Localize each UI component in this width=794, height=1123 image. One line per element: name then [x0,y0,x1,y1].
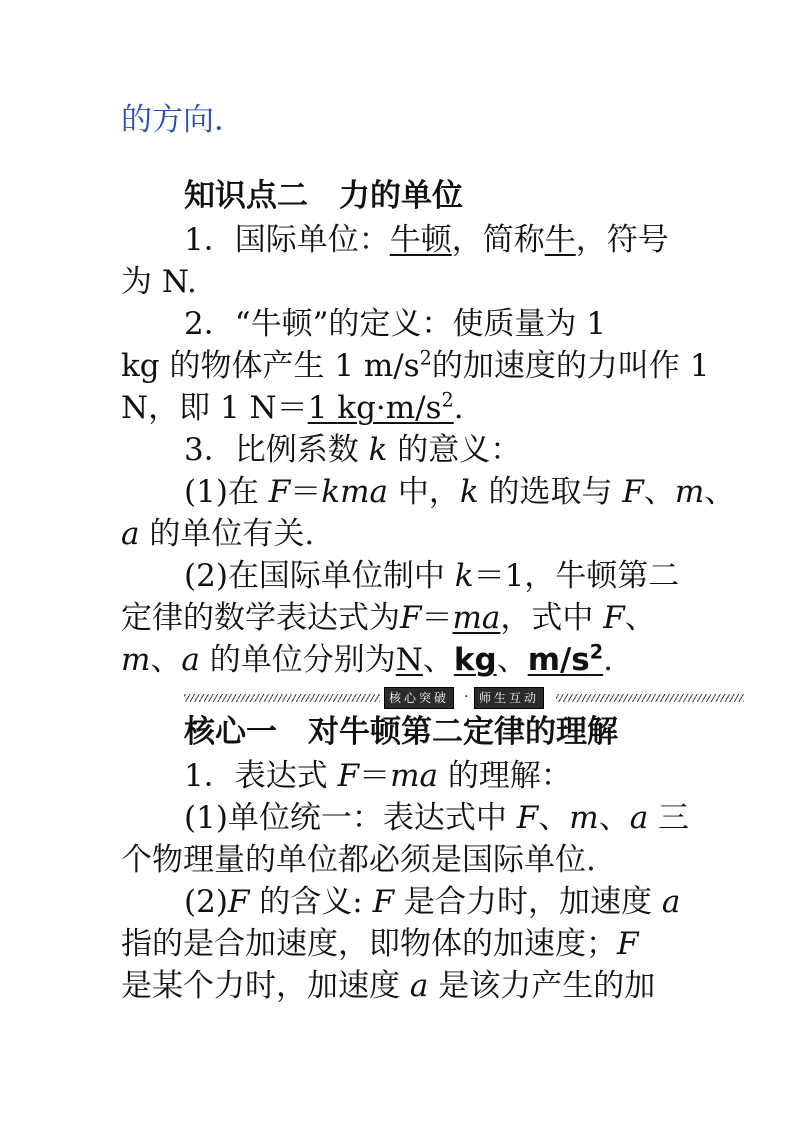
answer-ms2: $m/s^2$ [527,640,604,678]
core-item-1-2-line3: 是某个力时，加速度 a 是该力产生的加 [121,968,656,1004]
answer-niu: 牛 [544,222,576,258]
item-3-1-line2: a 的单位有关. [121,516,315,552]
answer-newton: 牛顿 [389,222,452,258]
banner-label-teacher-student: 师生互动 [474,687,544,709]
section-heading-core-one: 核心一 对牛顿第二定律的理解 [184,714,618,750]
section-heading-unit-of-force: 知识点二 力的单位 [184,178,463,214]
banner-hatch-left [184,694,380,702]
answer-unit: 1 $kg\cdot m/s^2$ [307,388,454,426]
core-item-1-1-line1: (1)单位统一：表达式中 F、m、a 三 [184,800,690,836]
banner-dot: · [464,689,469,705]
core-item-1-1-line2: 个物理量的单位都必须是国际单位. [121,842,596,878]
item-3-1-line1: (1)在 F＝kma 中，k 的选取与 F、m、 [184,474,736,510]
core-item-1-2-line1: (2)F 的含义: F 是合力时，加速度 a [184,884,681,920]
item-2-definition-line1: 2．“牛顿”的定义：使质量为 1 [184,306,606,342]
section-banner [184,686,744,708]
banner-hatch-right [556,694,744,702]
item-2-definition-line3: N，即 1 N＝1 $kg\cdot m/s^2$. [121,388,464,426]
item-3-2-line1: (2)在国际单位制中 k＝1，牛顿第二 [184,558,680,594]
continued-text-line: 的方向． [121,102,245,138]
item-2-definition-line2: kg 的物体产生 1 $m/s^2$的加速度的力叫作 1 [121,346,710,384]
answer-n: N [395,642,423,678]
answer-ma: ma [452,600,501,636]
item-3-coefficient-k: 3．比例系数 k 的意义： [184,432,522,468]
item-1-symbol: 为 N. [121,264,197,300]
item-3-2-line3: m、a 的单位分别为N、kg、$m/s^2$. [121,640,613,678]
item-1-si-unit: 1．国际单位：牛顿，简称牛，符号 [184,222,669,258]
item-3-2-line2: 定律的数学表达式为F＝ma，式中 F、 [121,600,656,636]
answer-kg: kg [453,642,497,678]
core-item-1-2-line2: 指的是合加速度，即物体的加速度；F [121,926,639,962]
core-item-1: 1．表达式 F＝ma 的理解： [184,758,572,794]
banner-label-core-breakthrough: 核心突破 [384,687,454,709]
